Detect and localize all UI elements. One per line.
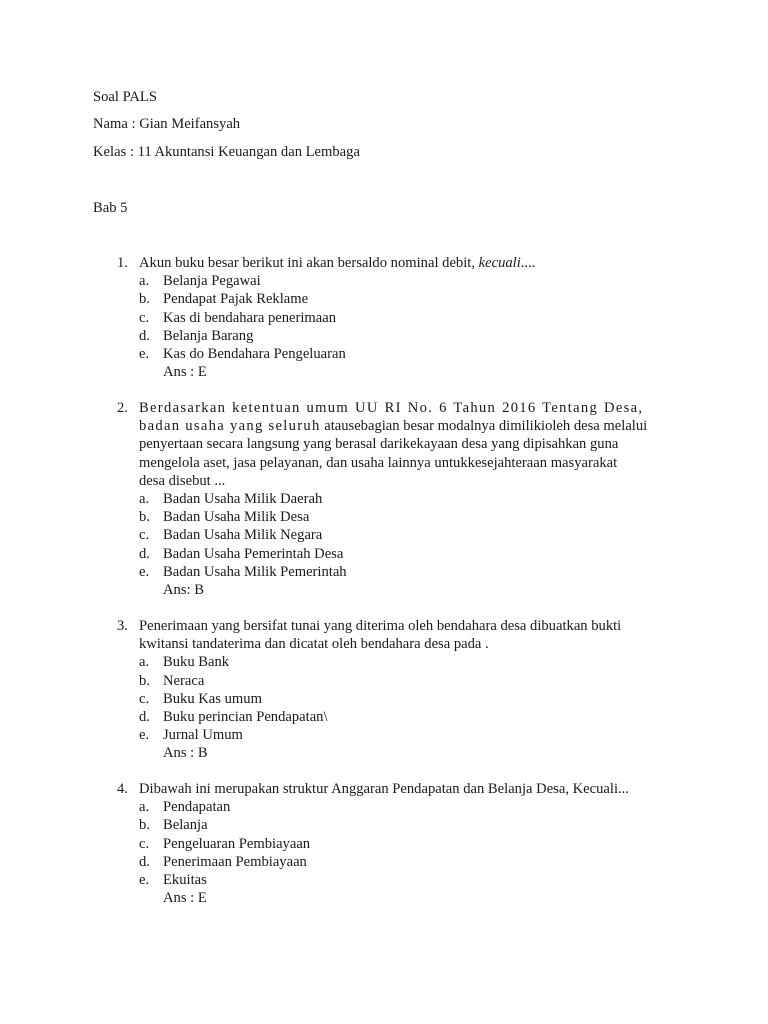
question-4 [117, 780, 687, 907]
option-a: a. Pendapatan [139, 799, 231, 816]
question-text-line: penyertaan secara langsung yang berasal darikekayaan desa yang dipisahkan guna [139, 436, 619, 453]
question-number: 2. [117, 400, 128, 416]
option-e: e. Jurnal Umum [139, 727, 243, 744]
option-c: c. Pengeluaran Pembiayaan [139, 835, 311, 852]
option-e: e. Ekuitas [139, 872, 207, 889]
option-d: d. Badan Usaha Pemerintah Desa [139, 545, 344, 562]
student-name: Nama : Gian Meifansyah [93, 116, 241, 132]
option-a: a. Buku Bank [139, 654, 230, 671]
option-a: a. Belanja Pegawai [139, 273, 261, 290]
question-text-line: Penerimaan yang bersifat tunai yang diterima oleh bendahara desa dibuatkan bukti [139, 618, 622, 634]
option-e: e. Kas do Bendahara Pengeluaran [139, 346, 346, 363]
option-a: a. Badan Usaha Milik Daerah [139, 491, 323, 508]
document-title: Soal PALS [93, 89, 157, 105]
question-text: Akun buku besar berikut ini akan bersaldo nominal debit, kecuali.... [139, 255, 536, 271]
answer-key: Ans : B [163, 745, 208, 762]
answer-key: Ans : E [163, 364, 207, 381]
question-number: 4. [117, 781, 128, 797]
option-b: b. Badan Usaha Milik Desa [139, 509, 310, 526]
option-d: d. Penerimaan Pembiayaan [139, 853, 307, 870]
option-e: e. Badan Usaha Milik Pemerintah [139, 563, 347, 580]
question-text-line: Dibawah ini merupakan struktur Anggaran Pendapatan dan Belanja Desa, Kecuali... [139, 781, 629, 797]
answer-key: Ans : E [163, 890, 207, 907]
question-text-line: mengelola aset, jasa pelayanan, dan usaha lainnya untukkesejahteraan masyarakat [139, 454, 618, 471]
option-c: c. Badan Usaha Milik Negara [139, 527, 323, 544]
chapter-label: Bab 5 [93, 200, 128, 216]
question-1 [117, 254, 687, 381]
option-d: d. Belanja Barang [139, 327, 254, 344]
question-3 [117, 617, 687, 763]
option-b: b. Neraca [139, 672, 205, 689]
option-d: d. Buku perincian Pendapatan\ [139, 709, 328, 726]
answer-key: Ans: B [163, 582, 204, 599]
question-text-line: badan usaha yang seluruh atausebagian besar modalnya dimilikioleh desa melalui [139, 418, 648, 435]
question-text-line: kwitansi tandaterima dan dicatat oleh bendahara desa pada . [139, 636, 489, 653]
option-c: c. Buku Kas umum [139, 690, 262, 707]
option-b: b. Pendapat Pajak Reklame [139, 291, 309, 308]
question-2 [117, 399, 687, 599]
option-b: b. Belanja [139, 817, 208, 834]
question-text-line: desa disebut ... [139, 472, 226, 489]
student-class: Kelas : 11 Akuntansi Keuangan dan Lembaga [93, 144, 360, 160]
question-number: 1. [117, 255, 128, 271]
question-text-line: Berdasarkan ketentuan umum UU RI No. 6 Tahun 2016 Tentang Desa, [139, 400, 644, 416]
option-c: c. Kas di bendahara penerimaan [139, 309, 337, 326]
question-number: 3. [117, 618, 128, 634]
